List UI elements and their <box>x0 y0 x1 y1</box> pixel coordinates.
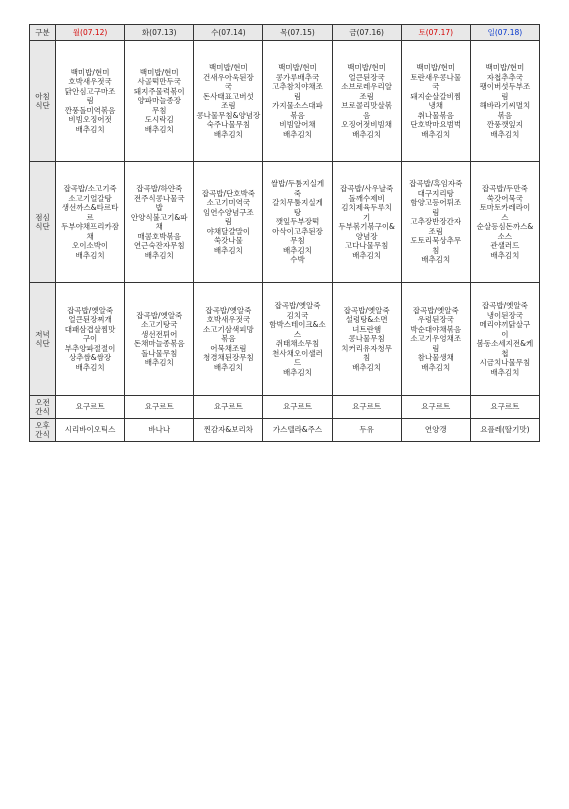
menu-item: 참나물생채 <box>417 353 454 363</box>
menu-item: 녀트란햄 <box>352 324 382 334</box>
menu-cell-snack1-6 <box>470 396 539 419</box>
menu-cell-breakfast-1 <box>125 41 194 162</box>
menu-item: 요구르트 <box>421 402 451 412</box>
menu-item: 상추쌈&쌈장 <box>69 353 112 363</box>
menu-item: 백미밥/현미 <box>347 63 387 72</box>
menu-item: 배추김치 <box>75 250 105 260</box>
menu-item: 매콤호박볶음 <box>137 231 181 241</box>
menu-cell-dinner-6 <box>470 283 539 396</box>
menu-item: 연양갱 <box>424 425 447 435</box>
menu-item: 잡곡밥/하얀죽 <box>136 184 183 193</box>
menu-item: 기 <box>363 212 371 222</box>
menu-item: 찐감자&보리차 <box>203 425 254 435</box>
menu-item: 청경채된장무침 <box>202 353 254 363</box>
day-header-tue <box>125 25 194 41</box>
menu-item: 배추김치 <box>75 362 105 372</box>
menu-item: 볶음 <box>497 110 513 120</box>
row-label-lunch <box>30 162 56 283</box>
row-label-dinner <box>30 283 56 396</box>
menu-item: 오징어젓비빔채 <box>341 120 392 129</box>
menu-item: 배추김치 <box>213 362 243 372</box>
menu-cell-snack2-2 <box>194 419 263 442</box>
menu-item: 배추김치 <box>421 255 451 265</box>
menu-item: 배추김치 <box>75 124 105 134</box>
menu-cell-snack2-5 <box>401 419 470 442</box>
menu-item: 소고기삼색피망 <box>202 324 254 334</box>
menu-item: 구이 <box>82 334 98 344</box>
menu-item: 팽이버섯두부조 <box>479 82 531 91</box>
menu-item: 잡곡밥/옛알죽 <box>343 305 390 315</box>
menu-item: 요구르트 <box>144 402 174 412</box>
menu-item: 관샐러드 <box>490 241 520 250</box>
menu-item: 돌나물무침 <box>141 348 178 358</box>
menu-item: 볶음 <box>290 110 305 120</box>
menu-item: 배추김치 <box>352 362 382 372</box>
menu-item: 백미밥/현미 <box>416 63 456 72</box>
menu-cell-snack2-6 <box>470 419 539 442</box>
day-header-sat <box>401 25 470 41</box>
menu-item: 콩가루배추국 <box>275 72 320 82</box>
menu-item: 음 <box>363 110 371 120</box>
day-label: 화(07.13) <box>141 27 177 37</box>
day-label: 금(07.16) <box>349 27 384 37</box>
menu-item: 첩 <box>501 348 509 358</box>
menu-item: 도시락김 <box>144 115 174 125</box>
menu-item: 잡곡밥/두만죽 <box>481 184 528 193</box>
day-header-fri <box>332 25 401 41</box>
menu-item: 부추양파절절이 <box>64 343 116 353</box>
row-label-snack2 <box>30 419 56 442</box>
menu-item: 스 <box>293 329 302 339</box>
menu-item: 박순대야채볶음 <box>410 324 462 334</box>
menu-item: 생선까스&타르타 <box>61 203 119 212</box>
menu-item: 얼큰된장찌개 <box>68 315 112 325</box>
menu-item: 백미밥/현미 <box>70 67 110 77</box>
menu-item: 호박새우젓국 <box>206 315 251 325</box>
row-label-text: 식단 <box>35 339 50 348</box>
breakfast-row <box>30 41 540 162</box>
menu-item: 토란새우콩나물 <box>410 72 462 82</box>
row-label-text: 식단 <box>35 222 50 231</box>
day-header-sun <box>470 25 539 41</box>
menu-item: 치커리유자청무 <box>341 343 392 353</box>
menu-cell-lunch-2 <box>194 162 263 283</box>
menu-item: 요구르트 <box>352 402 382 412</box>
menu-item: 오이소박이 <box>71 241 109 250</box>
menu-item: 얼큰된장국 <box>348 72 385 82</box>
menu-item: 고다나물무침 <box>344 241 389 250</box>
menu-item: 잡곡밥/단호박죽 <box>201 188 255 198</box>
row-label-text: 오전 <box>35 397 50 407</box>
menu-item: 돼지주물럭볶이 <box>133 86 185 96</box>
menu-cell-lunch-1 <box>125 162 194 283</box>
menu-item: 잡곡밥/옛알죽 <box>274 301 321 310</box>
menu-cell-dinner-2 <box>194 283 263 396</box>
snack1-row <box>30 396 540 419</box>
menu-item: 볶음 <box>221 334 236 344</box>
menu-item: 대구지리탕 <box>417 188 454 198</box>
menu-item: 잡곡밥/소고기죽 <box>63 184 117 193</box>
menu-item: 도토리묵상추무 <box>410 236 462 246</box>
menu-item: 잡곡밥/옛알죽 <box>412 305 459 315</box>
menu-item: 함박스테이크&소 <box>269 320 326 329</box>
menu-item: 요구르트 <box>75 402 105 412</box>
menu-item: 전주식콩나물국 <box>133 193 185 203</box>
menu-item: 두부야채프리카잠 <box>61 222 120 231</box>
menu-item: 배추김치 <box>352 129 382 139</box>
row-label-text: 아침 <box>35 91 50 101</box>
menu-cell-snack2-0 <box>56 419 125 442</box>
menu-item: 브로콜리맛살볶 <box>341 101 392 110</box>
menu-item: 쑥갓어묵국 <box>486 193 524 203</box>
menu-item: 채 <box>155 222 163 231</box>
menu-item: 조림 <box>221 101 236 110</box>
menu-item: 배추김치 <box>352 250 382 260</box>
menu-item: 잡곡밥/옛알죽 <box>67 305 114 315</box>
menu-item: 가지물소스대파 <box>272 101 323 110</box>
menu-cell-snack1-1 <box>125 396 194 419</box>
menu-item: 고추참치야채조 <box>272 82 323 91</box>
menu-item: 림 <box>86 96 94 106</box>
menu-item: 양파마늘종장 <box>137 96 181 106</box>
menu-cell-lunch-5 <box>401 162 470 283</box>
menu-item: 잡곡밥/흑임자죽 <box>409 179 463 189</box>
menu-item: 소고기탕국 <box>141 320 178 329</box>
menu-item: 냉채 <box>428 101 444 110</box>
menu-item: 배추김치 <box>144 250 174 260</box>
menu-cell-snack1-3 <box>263 396 332 419</box>
menu-item: 배추김치 <box>421 362 451 372</box>
menu-item: 콩나물무침&양념장 <box>196 110 261 120</box>
menu-item: 배추김치 <box>213 245 243 255</box>
menu-item: 조림 <box>428 226 444 236</box>
menu-item: 드 <box>293 358 302 367</box>
menu-item: 배추김치 <box>283 245 312 255</box>
menu-item: 요플레(딸기맛) <box>480 425 530 435</box>
menu-item: 천사채오이샐러 <box>272 348 323 358</box>
menu-cell-breakfast-4 <box>332 41 401 162</box>
menu-item: 쑥갓나물 <box>213 236 243 246</box>
menu-item: 조림 <box>359 91 374 101</box>
menu-item: 백미밥/현미 <box>139 67 179 77</box>
menu-cell-snack1-0 <box>56 396 125 419</box>
row-label-text: 오후 <box>35 420 50 430</box>
menu-cell-lunch-0 <box>56 162 125 283</box>
menu-item: 해바라기씨멸치 <box>479 101 531 110</box>
menu-item: 침 <box>432 245 440 255</box>
menu-cell-lunch-4 <box>332 162 401 283</box>
menu-item: 시리바이오틱스 <box>64 425 116 435</box>
menu-item: 죽 <box>293 188 302 198</box>
menu-item: 아삭이고추된장 <box>272 226 323 236</box>
menu-cell-dinner-4 <box>332 283 401 396</box>
menu-item: 어묵채조림 <box>210 343 247 353</box>
menu-item: 건새우아욱된장 <box>202 72 254 82</box>
menu-item: 생선전튀어 <box>141 329 178 339</box>
menu-item: 비빔알어채 <box>279 120 316 129</box>
menu-cell-breakfast-5 <box>401 41 470 162</box>
menu-item: 봄동소세지전&케 <box>476 339 534 348</box>
menu-cell-lunch-3 <box>263 162 332 283</box>
day-label: 일(07.18) <box>487 27 523 37</box>
menu-item: 돼지순살갈비찜 <box>410 91 462 101</box>
menu-item: 잡곡밥/옛알죽 <box>205 305 252 315</box>
menu-item: 배추김치 <box>490 367 520 377</box>
menu-item: 배추김치 <box>144 124 174 134</box>
menu-item: 연근숙잔자무침 <box>133 241 185 250</box>
menu-item: 배추김치 <box>283 129 312 139</box>
menu-item: 림 <box>501 91 509 101</box>
header-corner-cell: 구분 <box>30 25 56 41</box>
menu-cell-snack1-4 <box>332 396 401 419</box>
menu-cell-dinner-1 <box>125 283 194 396</box>
menu-item: 돌깨수제비 <box>348 193 385 203</box>
menu-cell-breakfast-2 <box>194 41 263 162</box>
menu-cell-snack2-3 <box>263 419 332 442</box>
menu-item: 르 <box>86 212 94 222</box>
menu-item: 림 <box>224 217 232 227</box>
row-label-text: 간식 <box>35 430 50 439</box>
menu-item: 림 <box>293 91 302 101</box>
menu-cell-snack1-2 <box>194 396 263 419</box>
menu-item: 돈채마늘종볶음 <box>133 339 185 348</box>
menu-item: 배추김치 <box>421 129 451 139</box>
menu-cell-dinner-3 <box>263 283 332 396</box>
menu-item: 갈치무툼지실게 <box>272 198 323 208</box>
menu-item: 이 <box>501 329 509 339</box>
menu-item: 두유 <box>359 425 374 435</box>
menu-cell-snack2-1 <box>125 419 194 442</box>
menu-item: 소고기우엉채조 <box>410 334 462 344</box>
row-label-text: 저녁 <box>35 329 50 339</box>
row-label-text: 식단 <box>35 101 50 110</box>
menu-item: 순살등심돈까스& <box>476 222 534 231</box>
menu-item: 고추장반장간자 <box>410 217 462 227</box>
menu-item: 두부볶기볶구이& <box>338 222 395 231</box>
row-label-text: 점심 <box>35 212 50 222</box>
menu-item: 양념장 <box>355 231 378 241</box>
menu-item: 무침 <box>290 236 305 246</box>
menu-item: 림 <box>432 207 440 217</box>
menu-item: 밥 <box>155 203 163 212</box>
menu-item: 소스 <box>497 231 513 241</box>
menu-item: 콩나물무침 <box>348 334 385 344</box>
menu-item: 요구르트 <box>283 402 312 412</box>
menu-cell-lunch-6 <box>470 162 539 283</box>
menu-item: 배추김치 <box>490 129 520 139</box>
menu-item: 숙주나물무침 <box>206 120 251 129</box>
menu-item: 국 <box>432 82 440 91</box>
day-label: 월(07.12) <box>72 27 108 37</box>
menu-item: 쌀밥/두툼지실게 <box>270 179 325 189</box>
menu-item: 침 <box>363 353 371 363</box>
menu-item: 사골떡만두국 <box>137 77 181 87</box>
menu-item: 토마토카레라이 <box>479 203 531 212</box>
menu-item: 요구르트 <box>213 402 243 412</box>
menu-item: 소고기얼갈탕 <box>68 193 112 203</box>
day-label: 수(07.14) <box>211 27 246 37</box>
snack2-row <box>30 419 540 442</box>
menu-item: 국 <box>224 82 232 91</box>
menu-item: 스 <box>501 212 509 222</box>
day-label: 목(07.15) <box>280 27 315 37</box>
menu-cell-breakfast-3 <box>263 41 332 162</box>
menu-item: 시금치나물무침 <box>479 358 531 367</box>
menu-item: 요구르트 <box>490 402 520 412</box>
menu-cell-snack2-4 <box>332 419 401 442</box>
menu-cell-snack1-5 <box>401 396 470 419</box>
day-header-wed <box>194 25 263 41</box>
menu-item: 백미밥/현미 <box>485 63 525 72</box>
menu-item: 바나나 <box>148 425 171 435</box>
dinner-row <box>30 283 540 396</box>
menu-item: 돈사태표고버섯 <box>202 91 254 101</box>
menu-item: 설렁탕&소면 <box>345 315 388 325</box>
menu-item: 김치제육두루치 <box>341 203 392 212</box>
row-label-text: 간식 <box>35 407 50 416</box>
menu-item: 배추김치 <box>490 250 520 260</box>
menu-item: 채 <box>86 231 94 241</box>
menu-item: 안양식불고기&파 <box>130 212 188 222</box>
menu-item: 닭안심고구마조 <box>64 86 116 96</box>
day-label: 토(07.17) <box>418 27 454 37</box>
menu-item: 가스텔라&주스 <box>272 425 323 435</box>
menu-item: 단호박마요범벅 <box>410 120 462 129</box>
menu-item: 우렁된장국 <box>417 315 454 325</box>
menu-cell-dinner-0 <box>56 283 125 396</box>
menu-cell-breakfast-0 <box>56 41 125 162</box>
menu-item: 배추김치 <box>144 358 174 367</box>
menu-item: 야채달걀말이 <box>206 226 251 236</box>
menu-item: 함양고등어튀조 <box>410 198 462 208</box>
menu-cell-breakfast-6 <box>470 41 539 162</box>
menu-item: 비빔오징어젓 <box>68 115 112 125</box>
lunch-row <box>30 162 540 283</box>
menu-item: 탕 <box>293 207 302 217</box>
menu-item: 백미밥/현미 <box>208 63 248 72</box>
menu-cell-dinner-5 <box>401 283 470 396</box>
menu-item: 무침 <box>151 105 167 115</box>
menu-item: 수박 <box>290 255 305 265</box>
menu-item: 림 <box>432 343 440 353</box>
menu-item: 소브로레우리알 <box>341 82 392 91</box>
menu-item: 자첩추추국 <box>486 72 524 82</box>
menu-item: 잡곡밥/사우날죽 <box>340 184 394 193</box>
menu-item: 임연수양념구조 <box>202 207 254 217</box>
menu-item: 백미밥/현미 <box>278 63 317 72</box>
menu-item: 배추김치 <box>283 367 312 377</box>
menu-item: 소고기미역국 <box>206 198 251 208</box>
row-label-breakfast <box>30 41 56 162</box>
menu-item: 잡곡밥/옛알죽 <box>136 310 183 320</box>
menu-item: 쥐태채소무침 <box>275 339 320 348</box>
menu-item: 냉이된장국 <box>486 310 524 320</box>
row-label-snack1 <box>30 396 56 419</box>
header-row <box>30 25 540 41</box>
menu-item: 잡곡밥/옛알죽 <box>481 301 528 310</box>
day-header-thu <box>263 25 332 41</box>
weekly-meal-table <box>29 24 540 442</box>
menu-item: 호박새우젓국 <box>68 77 112 87</box>
menu-item: 취나물볶음 <box>417 110 454 120</box>
menu-item: 배추김치 <box>213 129 243 139</box>
menu-item: 깐풍돌미역볶음 <box>64 105 116 115</box>
menu-item: 김치국 <box>286 310 309 320</box>
menu-item: 깻잎두부장떡 <box>275 217 320 227</box>
menu-item: 대패삼겹살찜맛 <box>64 324 116 334</box>
menu-item: 메리야끼닭살구 <box>479 320 531 329</box>
day-header-mon <box>56 25 125 41</box>
menu-item: 깐풍깻잎지 <box>486 120 524 129</box>
